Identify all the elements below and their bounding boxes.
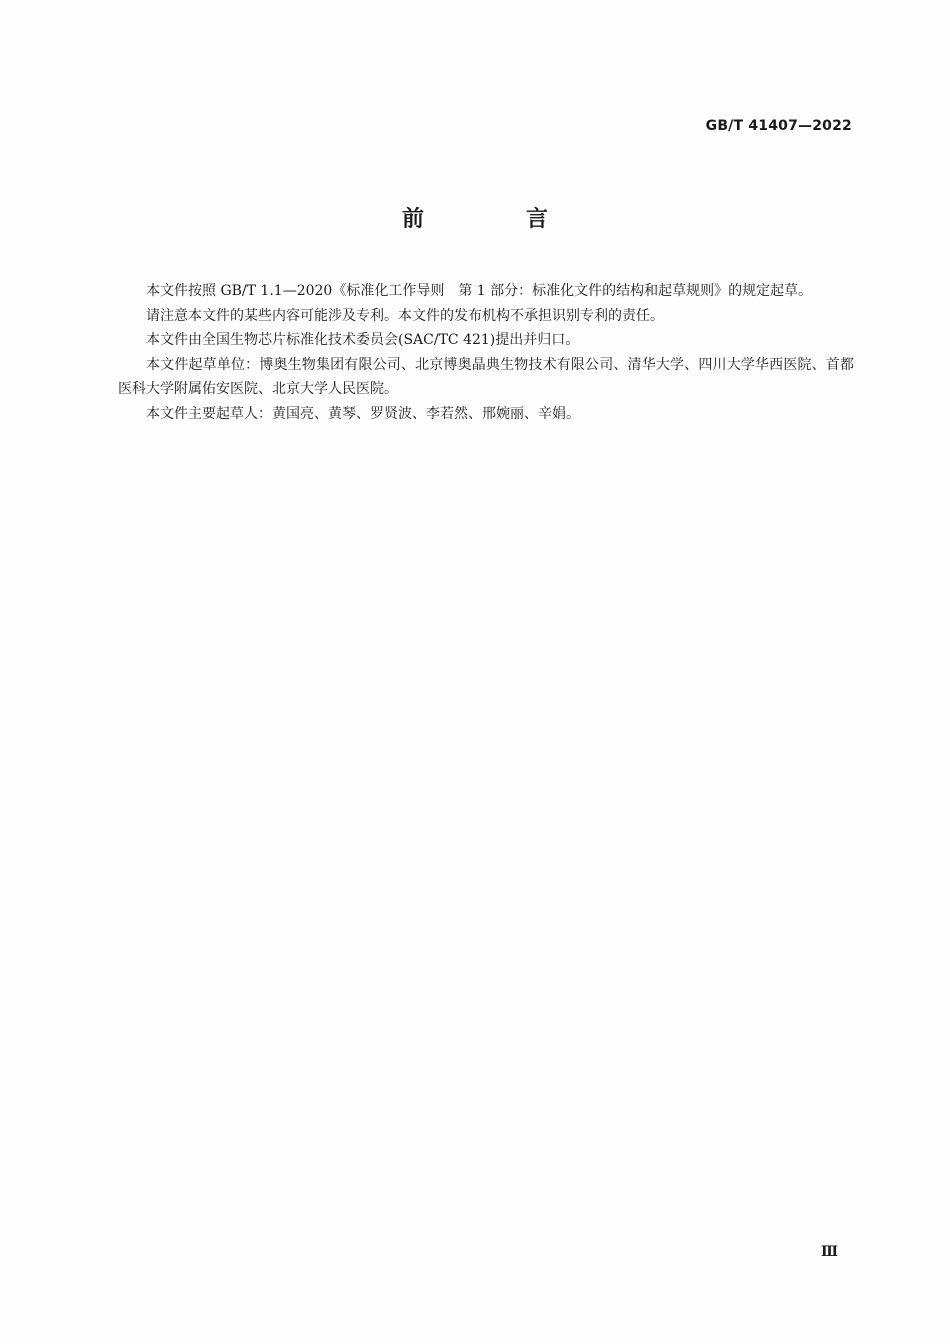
page-number: Ⅲ <box>820 1244 838 1260</box>
paragraph-drafting-units: 本文件起草单位：博奥生物集团有限公司、北京博奥晶典生物技术有限公司、清华大学、四川大学华西医院、首都医科大学附属佑安医院、北京大学人民医院。 <box>118 356 854 397</box>
paragraph-drafting-rules: 本文件按照 GB/T 1.1—2020《标准化工作导则 第 1 部分：标准化文件的结构和起草规则》的规定起草。 <box>146 283 813 299</box>
page-title: 前 言 <box>401 207 588 232</box>
paragraph-drafters: 本文件主要起草人：黄国亮、黄琴、罗贤波、李若然、邢婉丽、辛娟。 <box>146 405 580 422</box>
paragraph-committee: 本文件由全国生物芯片标准化技术委员会(SAC/TC 421)提出并归口。 <box>146 332 580 348</box>
standard-code: GB/T 41407—2022 <box>705 118 852 134</box>
paragraph-patent-notice: 请注意本文件的某些内容可能涉及专利。本文件的发布机构不承担识别专利的责任。 <box>146 307 664 324</box>
foreword-body <box>118 279 854 426</box>
